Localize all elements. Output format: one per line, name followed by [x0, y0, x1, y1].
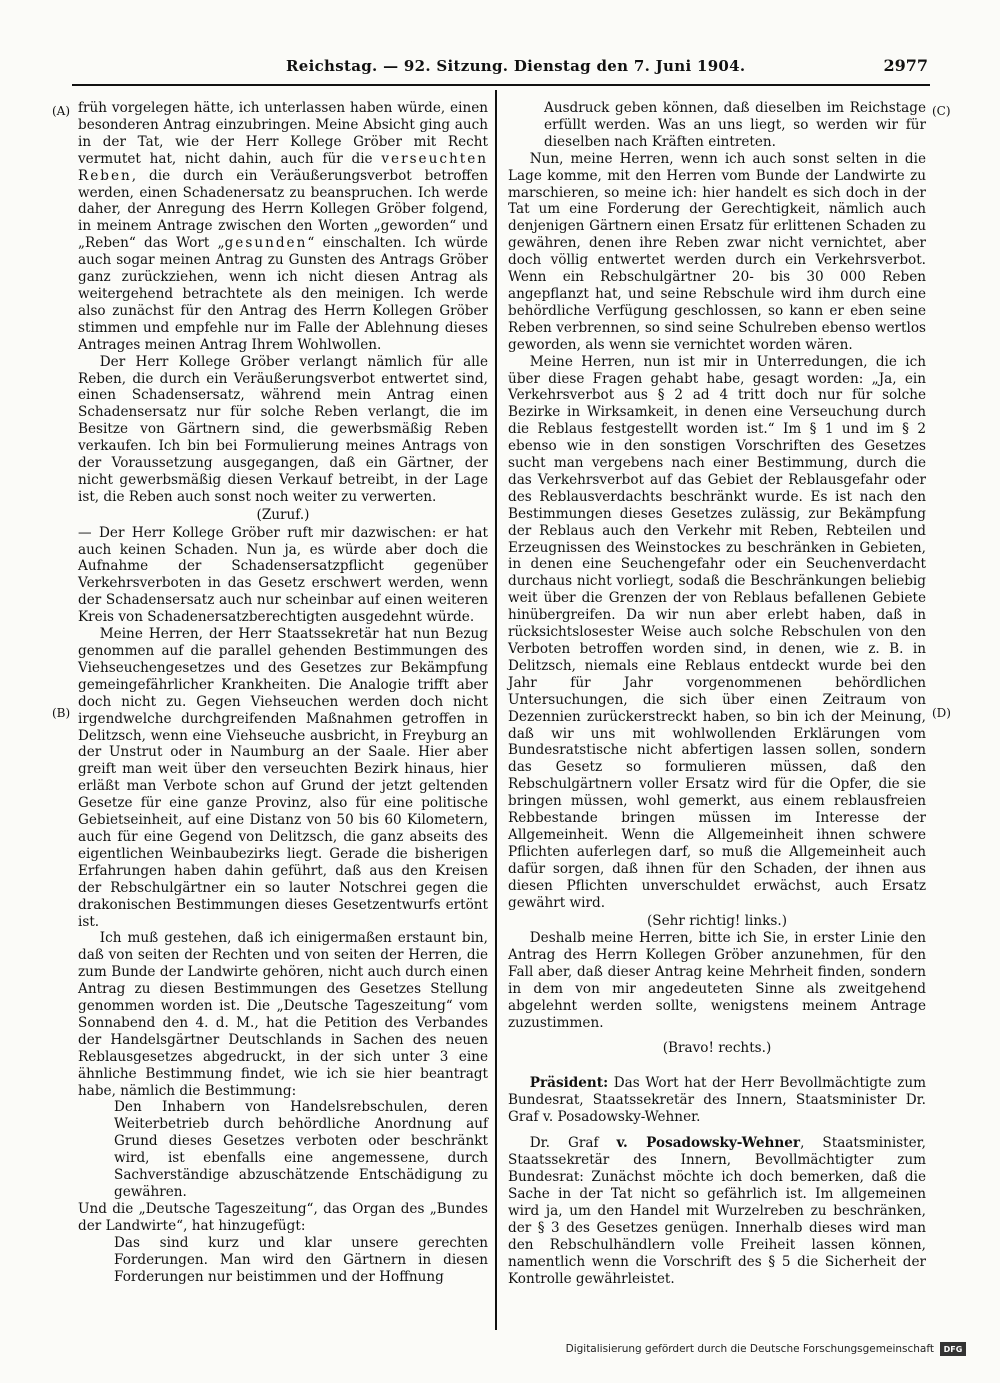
running-head: Reichstag. — 92. Sitzung. Dienstag den 7. Juni 1904. [286, 57, 746, 75]
paragraph: Meine Herren, nun ist mir in Unterredungen, die ich über diese Fragen gehabt habe, gesagt worden: „Ja, ein Verkehrsverbot aus § 2 ad 4 tritt doch nur für solche Bezirke in Wirksamkeit, in denen eine Verseuchung durch die Reblaus festgestellt worden ist.“ Im § 1 und im § 2 ebenso wie in den sonstigen Vorschriften des Gesetzes sucht man vergebens nach einer Bestimmung, durch die das Verkehrsverbot auf das Gebiet der Reblausgefahr oder des Reblausverdachts beschränkt wurde. Es ist nach den Bestimmungen dieses Gesetzes zulässig, zur Bekämpfung der Reblaus auch den Verkehr mit Reben, Rebteilen und Erzeugnissen des Weinstockes zu beschränken in Gebieten, in denen eine Seuchengefahr oder ein Seuchenverdacht durchaus nicht vorliegt, sodaß die Beschränkungen beliebig weit über die Grenzen der von Reblaus befallenen Gebiete hinübergreifen. Da wir nun aber erlebt haben, daß in rücksichtslosester Weise auch solche Rebschulen von den Verboten betroffen worden sind, in denen, wie z. B. in Delitzsch, niemals eine Reblaus entdeckt wurde bei den Jahr für Jahr vorgenommenen behördlichen Untersuchungen, die sich über einen Zeitraum von Dezennien zurückerstreckt haben, so bin ich der Meinung, daß wir uns mit wohlwollenden Erklärungen vom Bundesratstische nicht abfertigen lassen sollen, sondern das Gesetz so formulieren müssen, daß den Rebschulgärtnern voller Ersatz wird für die Opfer, die sie bringen müssen, wohl gemerkt, aus einem reblausfreien Rebbestande bringen müssen im Interesse der Allgemeinheit. Wenn die Allgemeinheit ihnen schwere Pflichten auferlegen darf, so muß die Allgemeinheit auch dafür sorgen, daß ihnen für den Schaden, der ihnen aus diesen Pflichten unverschuldet erwächst, auch Ersatz gewährt wird. [508, 353, 926, 911]
text-run: Das Wort hat der Herr Bevollmächtigte zum Bundesrat, Staatssekretär des Innern, Staatsminister Dr. Graf v. Posadowsky-Wehner. [508, 1074, 926, 1125]
column-rule [495, 90, 497, 1330]
footer-credit [566, 1342, 966, 1356]
speaker-paragraph [508, 1135, 926, 1287]
page-number: 2977 [883, 56, 928, 75]
running-header [78, 56, 928, 80]
text-run: “ einschalten. Ich würde auch sogar meinen Antrag zu Gunsten des Antrags Gröber ganz zurückziehen, wenn ich nicht diesen Antrag als weitergehend betrachtete als den meinigen. Ich werde also zunächst für den Antrag des Herrn Kollegen Gröber stimmen und empfehle nur im Falle der Ablehnung dieses Antrages meinen Antrag Ihrem Wohlwollen. [78, 235, 488, 353]
paragraph: Und die „Deutsche Tageszeitung“, das Organ des „Bundes der Landwirte“, hat hinzugefügt: [78, 1200, 488, 1234]
left-column [78, 100, 488, 1285]
spacer [508, 1125, 926, 1135]
paragraph: Ich muß gestehen, daß ich einigermaßen erstaunt bin, daß von seiten der Rechten und von seiten der Herren, die zum Bunde der Landwirte gehören, nicht auch durch einen Antrag zu diesen Bestimmungen des Gesetzes Stellung genommen worden ist. Die „Deutsche Tageszeitung“ vom Sonnabend den 4. d. M., hat die Petition des Verbandes der Handelsgärtner Deutschlands in Sachen des neuen Reblausgesetzes abgedruckt, in der sich unter 3 eine ähnliche Bestimmung findet, wie ich sie hier beantragt habe, nämlich die Bestimmung: [78, 930, 488, 1099]
block-quote: Den Inhabern von Handelsrebschulen, deren Weiterbetrieb durch behördliche Anordnung auf Grund dieses Gesetzes verboten oder beschränkt wird, ist ebenfalls eine angemessene, durch Sachverständige abzuschätzende Entschädigung zu gewähren. [114, 1099, 488, 1200]
president-label: Präsident: [529, 1074, 609, 1091]
paragraph: Nun, meine Herren, wenn ich auch sonst selten in die Lage komme, mit den Herren vom Bunde der Landwirte zu marschieren, so meine ich: hier handelt es sich doch in der Tat um eine Forderung der Gerechtigkeit, nämlich auch denjenigen Gärtnern einen Ersatz für erlittenen Schaden zu gewähren, denen ihre Reben zwar nicht vernichtet, aber doch völlig entwertet werden durch ein Verkehrsverbot. Wenn ein Rebschulgärtner 20- bis 30 000 Reben angepflanzt hat, und seine Rebschule wird ihm durch eine behördliche Verfügung geschlossen, so kann er eben seine Reben verbrennen, so sind seine Schulreben ebenso wertlos geworden, als wenn sie vernichtet worden wären. [508, 150, 926, 353]
margin-marker-c: (C) [932, 104, 951, 118]
interjection: (Zuruf.) [256, 506, 310, 523]
paragraph: — Der Herr Kollege Gröber ruft mir dazwischen: er hat auch keinen Schaden. Nun ja, es würde aber doch die Aufnahme der Schadensersatzpflicht gegenüber Verkehrsverboten in das Gesetz erschwert werden, wenn der Schadensersatz auch nur scheinbar auf einen weiteren Kreis von Schadenersatzberechtigten ausgedehnt würde. [78, 524, 488, 626]
margin-marker-a: (A) [52, 104, 71, 118]
paragraph: Deshalb meine Herren, bitte ich Sie, in erster Linie den Antrag des Herrn Kollegen Gröber anzunehmen, für den Fall aber, daß dieser Antrag keine Mehrheit finden, sondern in dem von mir angedeuteten Sinne als zweitgehend abgelehnt werden sollte, wenigstens meinem Antrage zuzustimmen. [508, 930, 926, 1031]
text-run: , die durch ein Veräußerungsverbot betroffen werden, einen Schadenersatz zu beanspruchen. Ich werde daher, der Anregung des Herrn Kollegen Gröber folgend, in meinem Antrage zwischen den Worten „geworden“ und „Reben“ das Wort „ [78, 167, 488, 252]
block-quote: Ausdruck geben können, daß dieselben im Reichstage erfüllt werden. Was an uns liegt, so werden wir für dieselben nach Kräften eintreten. [544, 100, 926, 150]
interjection: (Sehr richtig! links.) [646, 912, 788, 929]
president-paragraph [508, 1075, 926, 1126]
paragraph: Meine Herren, der Herr Staatssekretär hat nun Bezug genommen auf die parallel gehenden Bestimmungen des Viehseuchengesetzes und des Gesetzes zur Bekämpfung gemeingefährlicher Krankheiten. Die Analogie trifft aber doch nicht zu. Gegen Viehseuchen werden doch nicht irgendwelche durchgreifenden Maßnahmen getroffen in Delitzsch, wenn eine Viehseuche ausbricht, in Freyburg an der Unstrut oder in Naumburg an der Saale. Hier aber greift man weit über den verseuchten Bezirk hinaus, hier erläßt man Verbote schon auf Grund der jetzt geltenden Gesetze für eine ganze Provinz, also für eine politische Gebietseinheit, auf eine Distanz von 50 bis 60 Kilometern, auch für eine Gegend von Delitzsch, die ganz abseits des eigentlichen Weinbaubezirks liegt. Gerade die bisherigen Erfahrungen haben dahin geführt, daß aus den Kreisen der Rebschulgärtner ein so lauter Notschrei gegen die drakonischen Bestimmungen dieses Gesetzentwurfs ertönt ist. [78, 626, 488, 930]
interjection: (Bravo! rechts.) [662, 1039, 772, 1056]
paragraph: Der Herr Kollege Gröber verlangt nämlich für alle Reben, die durch ein Veräußerungsverbot entwertet sind, einen Schadensersatz, während mein Antrag einen Schadensersatz nur für solche Reben verlangt, die im Besitze von Gärtnern sind, die gewerbsmäßig Reben verkaufen. Ich bin bei Formulierung meines Antrags von der Voraussetzung ausgegangen, daß ein Gärtner, der nicht gewerbsmäßig diesen Verkauf betreibt, in der Lage ist, die Reben auch sonst noch weiter zu verwerten. [78, 353, 488, 505]
paragraph [78, 100, 488, 354]
emphasis: verseuchten Reben [78, 150, 488, 184]
block-quote: Das sind kurz und klar unsere gerechten Forderungen. Man wird den Gärtnern in diesen Forderungen nur beistimmen und der Hoffnung [114, 1234, 488, 1285]
right-column [508, 100, 926, 1288]
speaker-name: v. Posadowsky-Wehner [616, 1135, 801, 1152]
margin-marker-d: (D) [932, 706, 951, 720]
footer-text: Digitalisierung gefördert durch die Deutsche Forschungsgemeinschaft [565, 1343, 934, 1355]
emphasis: gesunden [224, 235, 308, 252]
text-run: , Staatsminister, Staatssekretär des Innern, Bevollmächtigter zum Bundesrat: Zunächst möchte ich doch bemerken, daß die Sache in der Tat nicht so gefährlich ist. Im allgemeinen wird ja, um den Handel mit Wurzelreben zu beschränken, der § 3 des Gesetzes genügen. Innerhalb dieses wird man den Rebschulhändlern volle Freiheit lassen können, namentlich wenn die Vorschrift des § 5 die Sicherheit der Kontrolle gewährleistet. [508, 1135, 926, 1287]
dfg-logo: DFG [940, 1342, 966, 1356]
text-run: früh vorgelegen hätte, ich unterlassen haben würde, einen besonderen Antrag einzubringen. Meine Absicht ging auch in der Tat, wie der Herr Kollege Gröber mit Recht vermutet hat, nicht dahin, auch für die [78, 100, 488, 167]
text-run: Dr. Graf [529, 1135, 617, 1152]
spacer [508, 1065, 926, 1075]
margin-marker-b: (B) [52, 706, 71, 720]
header-rule [72, 84, 930, 86]
